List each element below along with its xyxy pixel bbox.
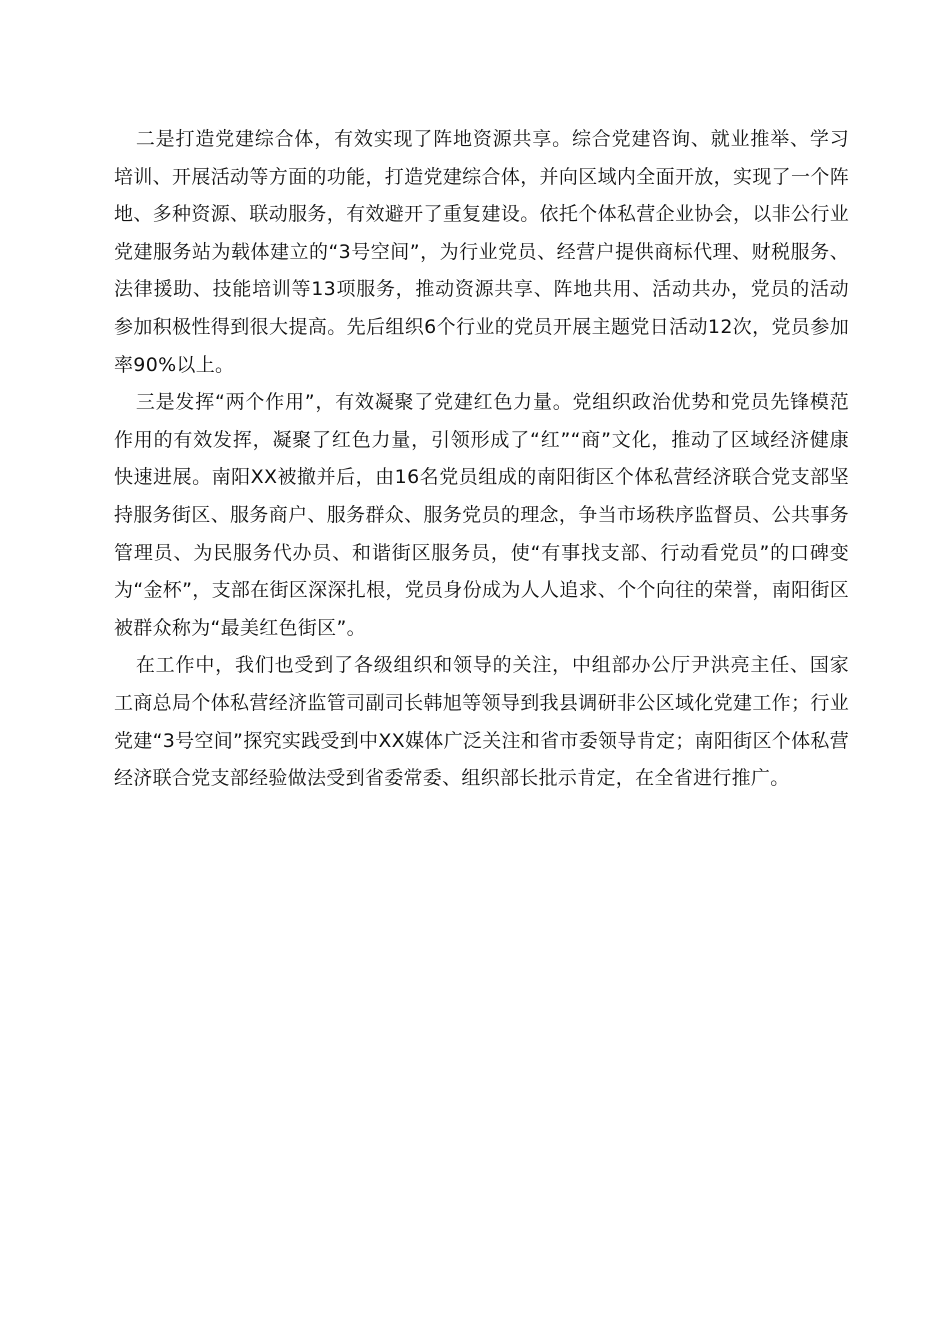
document-body [114, 121, 849, 798]
paragraph-party-complex: 二是打造党建综合体，有效实现了阵地资源共享。综合党建咨询、就业推举、学习培训、开展活动等方面的功能，打造党建综合体，并向区域内全面开放，实现了一个阵地、多种资源、联动服务，有效避开了重复建设。依托个体私营企业协会，以非公行业党建服务站为载体建立的“3号空间”，为行业党员、经营户提供商标代理、财税服务、法律援助、技能培训等13项服务，推动资源共享、阵地共用、活动共办，党员的活动参加积极性得到很大提高。先后组织6个行业的党员开展主题党日活动12次，党员参加率90%以上。 [114, 128, 849, 376]
paragraph-two-roles: 三是发挥“两个作用”，有效凝聚了党建红色力量。党组织政治优势和党员先锋模范作用的有效发挥，凝聚了红色力量，引领形成了“红”“商”文化，推动了区域经济健康快速进展。南阳XX被撤并后，由16名党员组成的南阳街区个体私营经济联合党支部坚持服务街区、服务商户、服务群众、服务党员的理念，争当市场秩序监督员、公共事务管理员、为民服务代办员、和谐街区服务员，使“有事找支部、行动看党员”的口碑变为“金杯”，支部在街区深深扎根，党员身份成为人人追求、个个向往的荣誉，南阳街区被群众称为“最美红色街区”。 [114, 391, 849, 639]
paragraph-recognition: 在工作中，我们也受到了各级组织和领导的关注，中组部办公厅尹洪亮主任、国家工商总局个体私营经济监管司副司长韩旭等领导到我县调研非公区域化党建工作；行业党建“3号空间”探究实践受到中XX媒体广泛关注和省市委领导肯定；南阳街区个体私营经济联合党支部经验做法受到省委常委、组织部长批示肯定，在全省进行推广。 [114, 654, 849, 790]
